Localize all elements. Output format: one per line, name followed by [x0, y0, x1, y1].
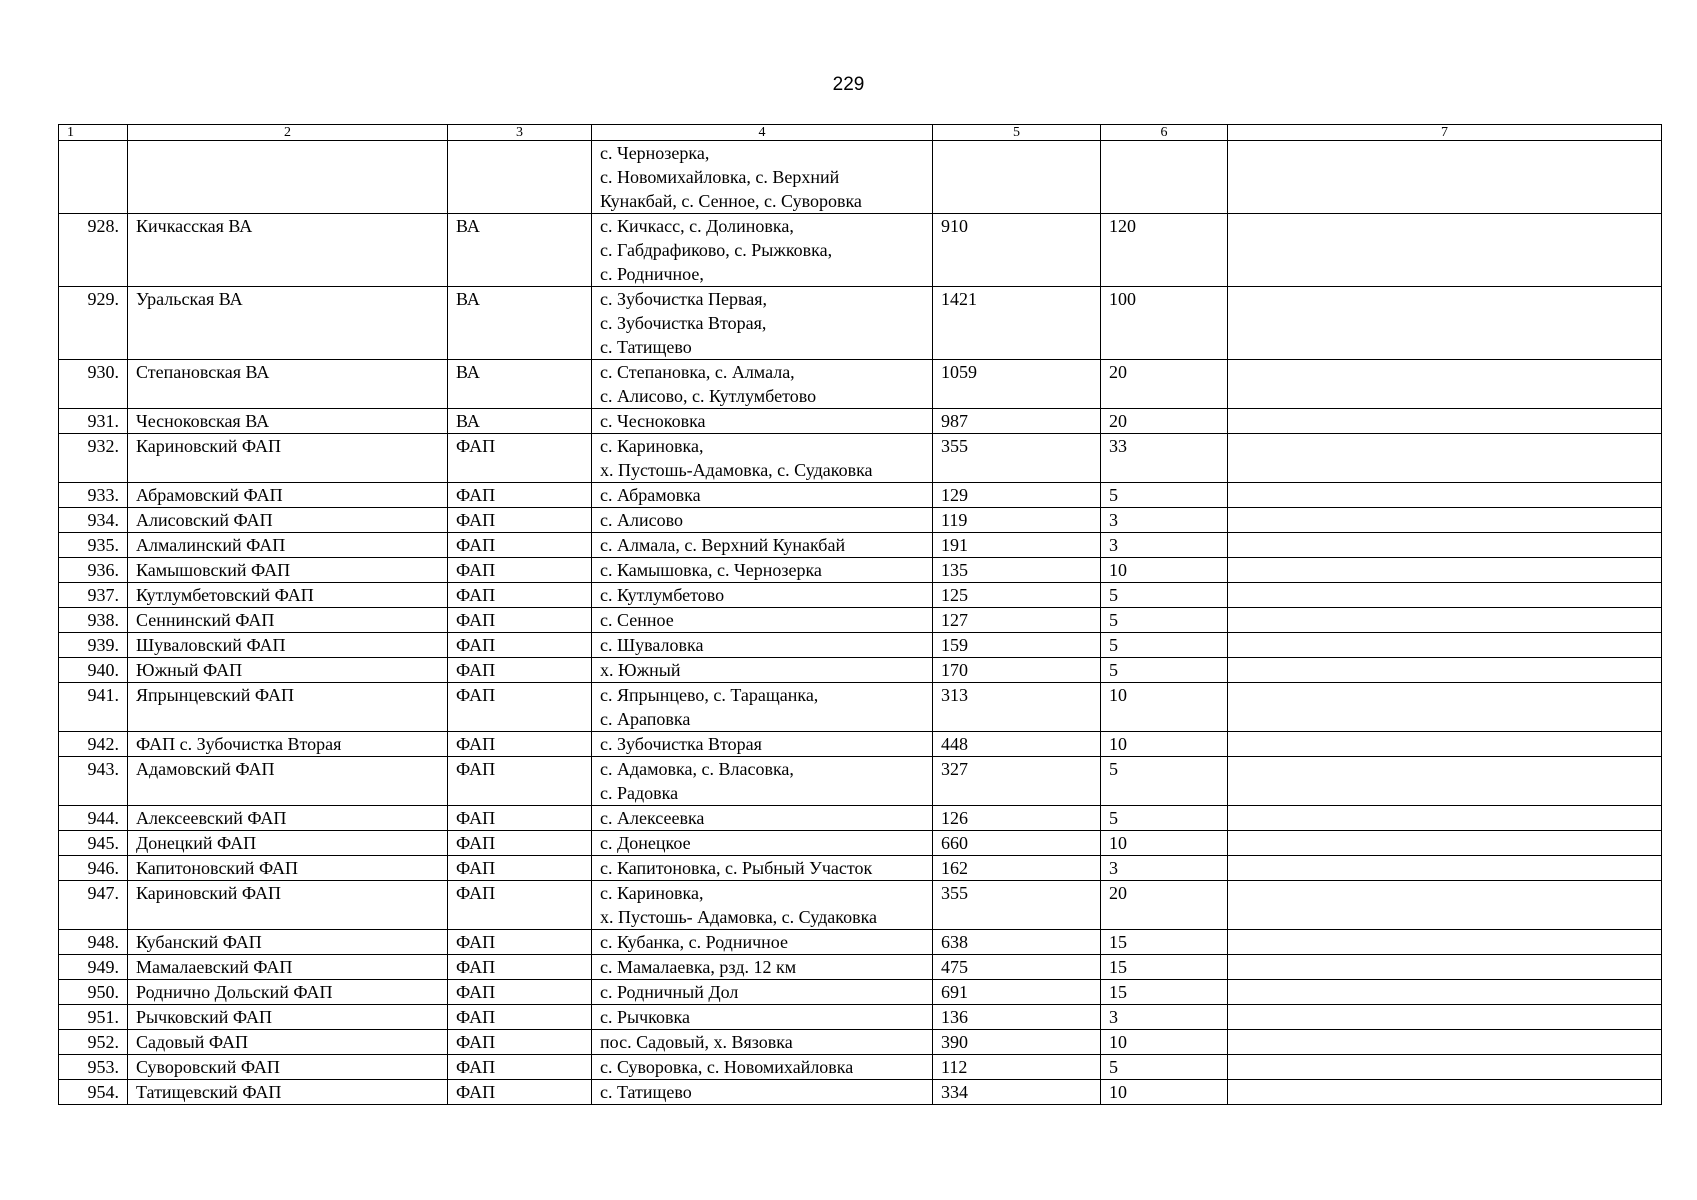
table-row: [59, 955, 1662, 980]
table-row: [59, 583, 1662, 608]
table-row: [59, 141, 1662, 214]
population-cell: 135: [933, 558, 1101, 583]
population-cell: 1059: [933, 360, 1101, 409]
facility-name-cell: ФАП с. Зубочистка Вторая: [128, 732, 448, 757]
row-number-cell: 931.: [59, 409, 128, 434]
column-header: 3: [448, 125, 592, 141]
locations-cell: [592, 533, 933, 558]
location-line: с. Татищево: [600, 1082, 692, 1102]
note-cell: [1228, 1055, 1662, 1080]
facility-type-cell: ФАП: [448, 583, 592, 608]
facility-type-cell: ФАП: [448, 856, 592, 881]
note-cell: [1228, 483, 1662, 508]
facility-type-cell: ФАП: [448, 806, 592, 831]
distance-cell: 10: [1101, 732, 1228, 757]
locations-cell: [592, 141, 933, 214]
distance-cell: 5: [1101, 483, 1228, 508]
location-line: пос. Садовый, х. Вязовка: [600, 1032, 793, 1052]
location-line: с. Зубочистка Первая,: [600, 289, 767, 309]
row-number-cell: 930.: [59, 360, 128, 409]
population-cell: 390: [933, 1030, 1101, 1055]
table-row: [59, 287, 1662, 360]
locations-cell: [592, 732, 933, 757]
locations-cell: [592, 658, 933, 683]
facility-name-cell: Садовый ФАП: [128, 1030, 448, 1055]
location-line: с. Алисово, с. Кутлумбетово: [600, 386, 817, 406]
location-line: х. Пустошь-Адамовка, с. Судаковка: [600, 460, 873, 480]
column-header: 2: [128, 125, 448, 141]
row-number-cell: 934.: [59, 508, 128, 533]
row-number-cell: 936.: [59, 558, 128, 583]
row-number-cell: 947.: [59, 881, 128, 930]
table-row: [59, 658, 1662, 683]
column-header: 4: [592, 125, 933, 141]
table-row: [59, 214, 1662, 287]
table-row: [59, 1055, 1662, 1080]
note-cell: [1228, 141, 1662, 214]
locations-cell: [592, 608, 933, 633]
location-line: с. Алмала, с. Верхний Кунакбай: [600, 535, 846, 555]
note-cell: [1228, 1005, 1662, 1030]
distance-cell: 120: [1101, 214, 1228, 287]
facility-name-cell: Суворовский ФАП: [128, 1055, 448, 1080]
facility-type-cell: ФАП: [448, 1080, 592, 1105]
location-line: с. Родничное,: [600, 264, 704, 284]
table-row: [59, 806, 1662, 831]
location-line: с. Мамалаевка, рзд. 12 км: [600, 957, 797, 977]
location-line: с. Новомихайловка, с. Верхний: [600, 167, 840, 187]
distance-cell: 20: [1101, 409, 1228, 434]
population-cell: 191: [933, 533, 1101, 558]
facility-type-cell: ВА: [448, 409, 592, 434]
table-row: [59, 434, 1662, 483]
facility-name-cell: Япрынцевский ФАП: [128, 683, 448, 732]
location-line: с. Кутлумбетово: [600, 585, 725, 605]
locations-cell: [592, 980, 933, 1005]
locations-cell: [592, 1080, 933, 1105]
column-header: 1: [59, 125, 128, 141]
distance-cell: 33: [1101, 434, 1228, 483]
location-line: с. Кариновка,: [600, 436, 704, 456]
facility-name-cell: Донецкий ФАП: [128, 831, 448, 856]
table-row: [59, 831, 1662, 856]
population-cell: 448: [933, 732, 1101, 757]
population-cell: 129: [933, 483, 1101, 508]
table-row: [59, 508, 1662, 533]
facility-type-cell: ФАП: [448, 1005, 592, 1030]
note-cell: [1228, 409, 1662, 434]
locations-cell: [592, 806, 933, 831]
population-cell: 691: [933, 980, 1101, 1005]
distance-cell: 5: [1101, 633, 1228, 658]
population-cell: 475: [933, 955, 1101, 980]
distance-cell: 5: [1101, 757, 1228, 806]
population-cell: 162: [933, 856, 1101, 881]
row-number-cell: 948.: [59, 930, 128, 955]
facility-type-cell: ФАП: [448, 732, 592, 757]
distance-cell: 20: [1101, 881, 1228, 930]
facility-name-cell: Кичкасская ВА: [128, 214, 448, 287]
facility-name-cell: Южный ФАП: [128, 658, 448, 683]
note-cell: [1228, 757, 1662, 806]
row-number-cell: 950.: [59, 980, 128, 1005]
note-cell: [1228, 806, 1662, 831]
facility-name-cell: Алексеевский ФАП: [128, 806, 448, 831]
row-number-cell: 939.: [59, 633, 128, 658]
distance-cell: 15: [1101, 930, 1228, 955]
locations-cell: [592, 881, 933, 930]
table-row: [59, 558, 1662, 583]
note-cell: [1228, 1030, 1662, 1055]
locations-cell: [592, 831, 933, 856]
locations-cell: [592, 757, 933, 806]
location-line: с. Зубочистка Вторая,: [600, 313, 767, 333]
facility-name-cell: [128, 141, 448, 214]
row-number-cell: 929.: [59, 287, 128, 360]
row-number-cell: 944.: [59, 806, 128, 831]
column-number-header-row: [59, 125, 1662, 141]
facility-type-cell: ФАП: [448, 608, 592, 633]
facility-name-cell: Уральская ВА: [128, 287, 448, 360]
facility-name-cell: Рычковский ФАП: [128, 1005, 448, 1030]
facility-name-cell: Кариновский ФАП: [128, 434, 448, 483]
location-line: с. Рычковка: [600, 1007, 690, 1027]
facility-type-cell: ФАП: [448, 508, 592, 533]
note-cell: [1228, 955, 1662, 980]
row-number-cell: 946.: [59, 856, 128, 881]
distance-cell: 5: [1101, 1055, 1228, 1080]
note-cell: [1228, 658, 1662, 683]
facility-type-cell: ФАП: [448, 757, 592, 806]
locations-cell: [592, 683, 933, 732]
facility-name-cell: Чесноковская ВА: [128, 409, 448, 434]
location-line: с. Габдрафиково, с. Рыжковка,: [600, 240, 833, 260]
distance-cell: 5: [1101, 608, 1228, 633]
locations-cell: [592, 287, 933, 360]
facility-name-cell: Роднично Дольский ФАП: [128, 980, 448, 1005]
locations-cell: [592, 508, 933, 533]
row-number-cell: 941.: [59, 683, 128, 732]
distance-cell: 10: [1101, 558, 1228, 583]
table-row: [59, 683, 1662, 732]
note-cell: [1228, 360, 1662, 409]
location-line: с. Суворовка, с. Новомихайловка: [600, 1057, 854, 1077]
facility-name-cell: Шуваловский ФАП: [128, 633, 448, 658]
facility-type-cell: ФАП: [448, 483, 592, 508]
table-row: [59, 757, 1662, 806]
row-number-cell: 935.: [59, 533, 128, 558]
note-cell: [1228, 558, 1662, 583]
column-header: 6: [1101, 125, 1228, 141]
location-line: с. Камышовка, с. Чернозерка: [600, 560, 822, 580]
location-line: с. Адамовка, с. Власовка,: [600, 759, 794, 779]
distance-cell: 3: [1101, 1005, 1228, 1030]
table-row: [59, 930, 1662, 955]
population-cell: 987: [933, 409, 1101, 434]
facility-name-cell: Степановская ВА: [128, 360, 448, 409]
note-cell: [1228, 583, 1662, 608]
location-line: Кунакбай, с. Сенное, с. Суворовка: [600, 191, 862, 211]
location-line: с. Алисово: [600, 510, 683, 530]
row-number-cell: 952.: [59, 1030, 128, 1055]
note-cell: [1228, 533, 1662, 558]
population-cell: 127: [933, 608, 1101, 633]
locations-cell: [592, 955, 933, 980]
column-header: 5: [933, 125, 1101, 141]
row-number-cell: 945.: [59, 831, 128, 856]
column-header: 7: [1228, 125, 1662, 141]
page-number: 229: [832, 74, 865, 95]
facility-name-cell: Абрамовский ФАП: [128, 483, 448, 508]
distance-cell: [1101, 141, 1228, 214]
table-row: [59, 732, 1662, 757]
note-cell: [1228, 930, 1662, 955]
population-cell: 126: [933, 806, 1101, 831]
population-cell: 355: [933, 881, 1101, 930]
row-number-cell: 937.: [59, 583, 128, 608]
population-cell: 125: [933, 583, 1101, 608]
distance-cell: 3: [1101, 856, 1228, 881]
facility-type-cell: ФАП: [448, 1055, 592, 1080]
locations-cell: [592, 583, 933, 608]
facility-name-cell: Сеннинский ФАП: [128, 608, 448, 633]
population-cell: 136: [933, 1005, 1101, 1030]
note-cell: [1228, 881, 1662, 930]
locations-cell: [592, 856, 933, 881]
facility-type-cell: ФАП: [448, 683, 592, 732]
locations-cell: [592, 214, 933, 287]
location-line: с. Сенное: [600, 610, 674, 630]
population-cell: 159: [933, 633, 1101, 658]
facility-name-cell: Кубанский ФАП: [128, 930, 448, 955]
facility-name-cell: Мамалаевский ФАП: [128, 955, 448, 980]
note-cell: [1228, 831, 1662, 856]
facility-type-cell: ВА: [448, 360, 592, 409]
row-number-cell: 940.: [59, 658, 128, 683]
location-line: с. Зубочистка Вторая: [600, 734, 762, 754]
table-row: [59, 483, 1662, 508]
table-row: [59, 633, 1662, 658]
location-line: с. Донецкое: [600, 833, 691, 853]
distance-cell: 20: [1101, 360, 1228, 409]
facility-type-cell: ФАП: [448, 881, 592, 930]
distance-cell: 15: [1101, 955, 1228, 980]
distance-cell: 5: [1101, 806, 1228, 831]
facilities-table: [58, 124, 1662, 1105]
table-row: [59, 608, 1662, 633]
locations-cell: [592, 1055, 933, 1080]
location-line: с. Алексеевка: [600, 808, 705, 828]
location-line: с. Чесноковка: [600, 411, 706, 431]
population-cell: 112: [933, 1055, 1101, 1080]
population-cell: 910: [933, 214, 1101, 287]
location-line: с. Родничный Дол: [600, 982, 739, 1002]
location-line: с. Шуваловка: [600, 635, 704, 655]
location-line: с. Япрынцево, с. Таращанка,: [600, 685, 819, 705]
row-number-cell: 932.: [59, 434, 128, 483]
population-cell: 355: [933, 434, 1101, 483]
locations-cell: [592, 360, 933, 409]
note-cell: [1228, 856, 1662, 881]
facility-type-cell: ВА: [448, 214, 592, 287]
location-line: с. Чернозерка,: [600, 143, 710, 163]
facility-type-cell: ФАП: [448, 533, 592, 558]
locations-cell: [592, 1005, 933, 1030]
row-number-cell: 942.: [59, 732, 128, 757]
distance-cell: 3: [1101, 508, 1228, 533]
distance-cell: 15: [1101, 980, 1228, 1005]
distance-cell: 5: [1101, 658, 1228, 683]
locations-cell: [592, 1030, 933, 1055]
population-cell: 1421: [933, 287, 1101, 360]
facility-type-cell: [448, 141, 592, 214]
row-number-cell: 943.: [59, 757, 128, 806]
table-row: [59, 856, 1662, 881]
population-cell: 327: [933, 757, 1101, 806]
population-cell: [933, 141, 1101, 214]
distance-cell: 3: [1101, 533, 1228, 558]
population-cell: 170: [933, 658, 1101, 683]
facility-name-cell: Татищевский ФАП: [128, 1080, 448, 1105]
facility-type-cell: ФАП: [448, 434, 592, 483]
row-number-cell: 954.: [59, 1080, 128, 1105]
note-cell: [1228, 508, 1662, 533]
table-row: [59, 1080, 1662, 1105]
location-line: с. Кичкасс, с. Долиновка,: [600, 216, 794, 236]
note-cell: [1228, 980, 1662, 1005]
table-row: [59, 881, 1662, 930]
facility-name-cell: Адамовский ФАП: [128, 757, 448, 806]
row-number-cell: 928.: [59, 214, 128, 287]
population-cell: 638: [933, 930, 1101, 955]
note-cell: [1228, 1080, 1662, 1105]
facility-name-cell: Алмалинский ФАП: [128, 533, 448, 558]
population-cell: 119: [933, 508, 1101, 533]
distance-cell: 10: [1101, 831, 1228, 856]
note-cell: [1228, 287, 1662, 360]
facility-type-cell: ФАП: [448, 633, 592, 658]
row-number-cell: [59, 141, 128, 214]
facility-name-cell: Камышовский ФАП: [128, 558, 448, 583]
row-number-cell: 938.: [59, 608, 128, 633]
distance-cell: 10: [1101, 1080, 1228, 1105]
distance-cell: 100: [1101, 287, 1228, 360]
population-cell: 334: [933, 1080, 1101, 1105]
facility-type-cell: ФАП: [448, 980, 592, 1005]
location-line: с. Степановка, с. Алмала,: [600, 362, 795, 382]
table-body: [59, 141, 1662, 1105]
row-number-cell: 949.: [59, 955, 128, 980]
facility-type-cell: ФАП: [448, 1030, 592, 1055]
location-line: с. Радовка: [600, 783, 679, 803]
facility-type-cell: ФАП: [448, 955, 592, 980]
locations-cell: [592, 483, 933, 508]
facility-name-cell: Кутлумбетовский ФАП: [128, 583, 448, 608]
facility-name-cell: Алисовский ФАП: [128, 508, 448, 533]
note-cell: [1228, 608, 1662, 633]
row-number-cell: 951.: [59, 1005, 128, 1030]
table-row: [59, 409, 1662, 434]
location-line: х. Пустошь- Адамовка, с. Судаковка: [600, 907, 878, 927]
locations-cell: [592, 409, 933, 434]
facility-type-cell: ФАП: [448, 558, 592, 583]
note-cell: [1228, 214, 1662, 287]
facility-type-cell: ФАП: [448, 930, 592, 955]
facility-type-cell: ФАП: [448, 831, 592, 856]
note-cell: [1228, 633, 1662, 658]
location-line: с. Абрамовка: [600, 485, 701, 505]
locations-cell: [592, 930, 933, 955]
locations-cell: [592, 434, 933, 483]
table-row: [59, 1030, 1662, 1055]
distance-cell: 5: [1101, 583, 1228, 608]
facility-type-cell: ФАП: [448, 658, 592, 683]
table-row: [59, 980, 1662, 1005]
location-line: с. Капитоновка, с. Рыбный Участок: [600, 858, 873, 878]
locations-cell: [592, 633, 933, 658]
note-cell: [1228, 683, 1662, 732]
location-line: с. Кариновка,: [600, 883, 704, 903]
table-row: [59, 533, 1662, 558]
note-cell: [1228, 434, 1662, 483]
distance-cell: 10: [1101, 1030, 1228, 1055]
table-row: [59, 360, 1662, 409]
facility-type-cell: ВА: [448, 287, 592, 360]
location-line: с. Кубанка, с. Родничное: [600, 932, 788, 952]
distance-cell: 10: [1101, 683, 1228, 732]
population-cell: 313: [933, 683, 1101, 732]
facility-name-cell: Капитоновский ФАП: [128, 856, 448, 881]
location-line: х. Южный: [600, 660, 681, 680]
row-number-cell: 953.: [59, 1055, 128, 1080]
note-cell: [1228, 732, 1662, 757]
location-line: с. Араповка: [600, 709, 691, 729]
row-number-cell: 933.: [59, 483, 128, 508]
table-row: [59, 1005, 1662, 1030]
locations-cell: [592, 558, 933, 583]
population-cell: 660: [933, 831, 1101, 856]
location-line: с. Татищево: [600, 337, 692, 357]
facility-name-cell: Кариновский ФАП: [128, 881, 448, 930]
